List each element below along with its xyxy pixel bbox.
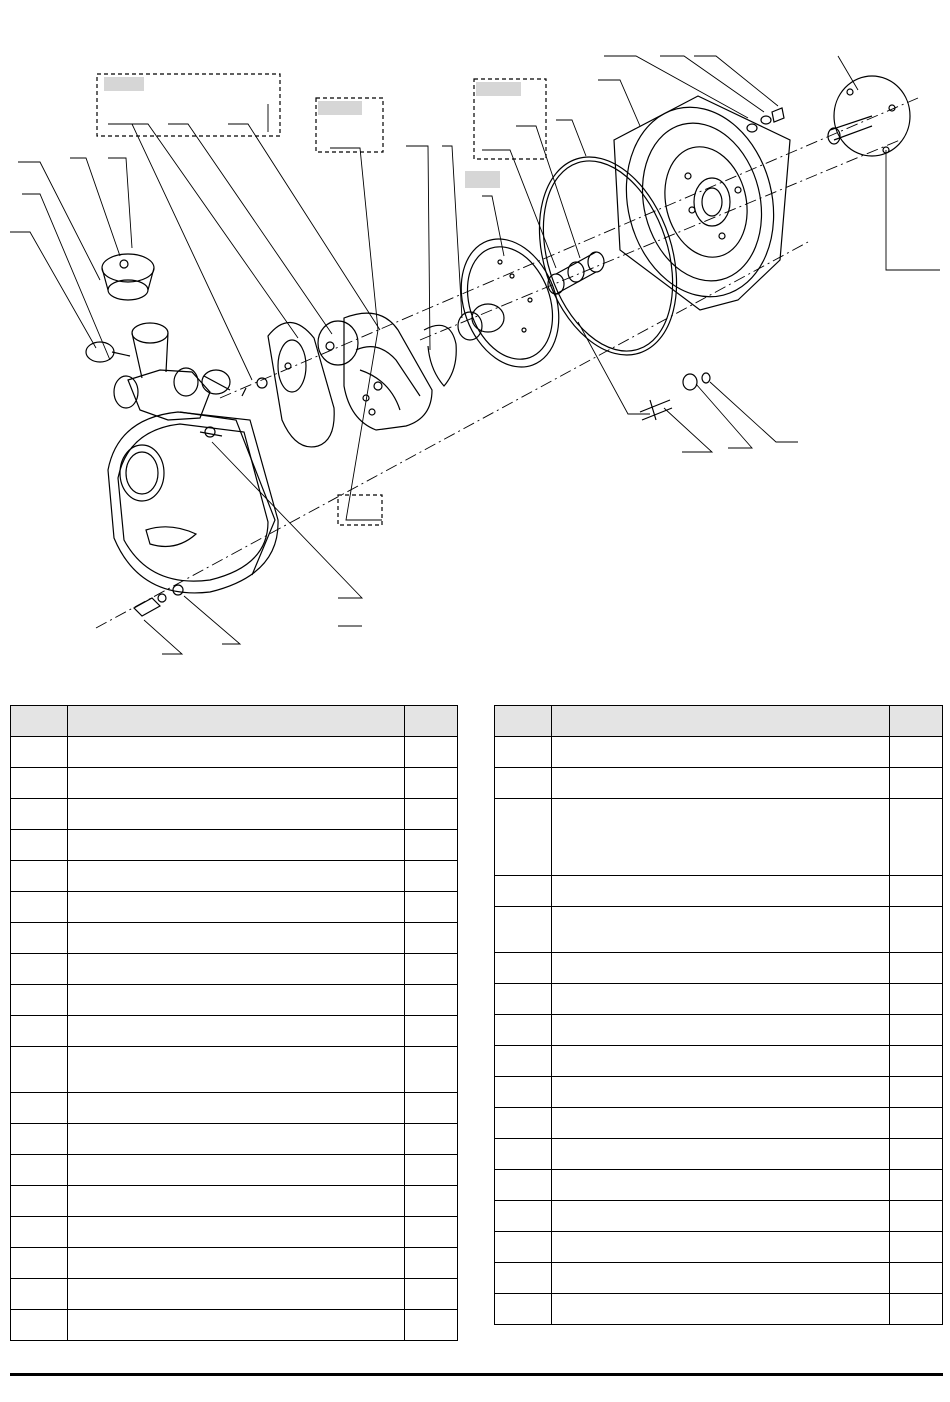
- quantity-cell: [405, 1310, 458, 1341]
- table-row: [11, 737, 458, 768]
- quantity-cell: [405, 1155, 458, 1186]
- table-row: [495, 1232, 943, 1263]
- impeller: [344, 313, 432, 430]
- item-number-cell: [11, 892, 68, 923]
- quantity-cell: [890, 1294, 943, 1325]
- assembly-axis-lines: [96, 98, 918, 628]
- description-cell: [552, 1139, 890, 1170]
- description-cell: [68, 1217, 405, 1248]
- table-row: [11, 1016, 458, 1047]
- motor-shaft-end: [828, 76, 910, 156]
- quantity-cell: [890, 1077, 943, 1108]
- quantity-cell: [405, 1093, 458, 1124]
- description-cell: [552, 1170, 890, 1201]
- description-cell: [552, 1232, 890, 1263]
- quantity-header: [890, 706, 943, 737]
- table-row: [11, 1047, 458, 1093]
- table-row: [11, 892, 458, 923]
- table-header-row: [495, 706, 943, 737]
- description-cell: [68, 1093, 405, 1124]
- quantity-cell: [890, 768, 943, 799]
- quantity-cell: [405, 1248, 458, 1279]
- description-cell: [552, 768, 890, 799]
- quantity-cell: [405, 892, 458, 923]
- item-number-cell: [11, 1310, 68, 1341]
- seal-plate: [444, 225, 576, 381]
- table-row: [11, 1310, 458, 1341]
- description-cell: [68, 1186, 405, 1217]
- table-row: [11, 768, 458, 799]
- description-cell: [552, 1077, 890, 1108]
- table-row: [495, 1077, 943, 1108]
- group-box: [97, 74, 546, 525]
- quantity-cell: [405, 1047, 458, 1093]
- quantity-cell: [890, 876, 943, 907]
- item-number-cell: [495, 1046, 552, 1077]
- quantity-cell: [890, 1139, 943, 1170]
- table-row: [495, 907, 943, 953]
- table-row: [495, 984, 943, 1015]
- table-row: [11, 861, 458, 892]
- description-cell: [552, 1015, 890, 1046]
- description-cell: [552, 876, 890, 907]
- table-row: [495, 953, 943, 984]
- table-row: [495, 1170, 943, 1201]
- description-cell: [552, 1108, 890, 1139]
- quantity-cell: [890, 1108, 943, 1139]
- table-row: [11, 985, 458, 1016]
- motor-flange: [607, 91, 793, 312]
- table-row: [11, 1124, 458, 1155]
- description-cell: [68, 1279, 405, 1310]
- quantity-cell: [890, 1046, 943, 1077]
- description-cell: [68, 768, 405, 799]
- table-row: [11, 1248, 458, 1279]
- item-number-cell: [495, 1015, 552, 1046]
- item-number-cell: [495, 1170, 552, 1201]
- item-number-header: [11, 706, 68, 737]
- exploded-parts-diagram: [0, 0, 950, 670]
- parts-list-table-left: [10, 705, 458, 1341]
- item-number-cell: [11, 1093, 68, 1124]
- item-number-cell: [495, 1201, 552, 1232]
- table-row: [495, 1108, 943, 1139]
- description-cell: [552, 907, 890, 953]
- item-number-header: [495, 706, 552, 737]
- description-cell: [68, 1047, 405, 1093]
- item-number-cell: [495, 1263, 552, 1294]
- parts-list-table-right: [494, 705, 943, 1325]
- description-cell: [68, 830, 405, 861]
- table-row: [495, 799, 943, 876]
- quantity-cell: [890, 799, 943, 876]
- table-row: [495, 1294, 943, 1325]
- quantity-cell: [890, 1015, 943, 1046]
- quantity-cell: [890, 953, 943, 984]
- table-row: [11, 830, 458, 861]
- description-cell: [68, 799, 405, 830]
- table-row: [11, 1155, 458, 1186]
- diffuser-plate: [268, 322, 334, 446]
- description-cell: [552, 1294, 890, 1325]
- description-cell: [552, 1263, 890, 1294]
- description-cell: [68, 923, 405, 954]
- item-number-cell: [11, 1124, 68, 1155]
- quantity-cell: [405, 1124, 458, 1155]
- quantity-cell: [405, 737, 458, 768]
- description-cell: [68, 1124, 405, 1155]
- table-row: [11, 1279, 458, 1310]
- item-number-cell: [11, 799, 68, 830]
- table-row: [495, 1201, 943, 1232]
- table-row: [495, 876, 943, 907]
- description-cell: [552, 984, 890, 1015]
- item-number-cell: [11, 1016, 68, 1047]
- item-number-cell: [11, 954, 68, 985]
- quantity-cell: [405, 954, 458, 985]
- item-number-cell: [11, 768, 68, 799]
- description-cell: [68, 985, 405, 1016]
- table-row: [11, 799, 458, 830]
- item-number-cell: [495, 1294, 552, 1325]
- table-row: [11, 954, 458, 985]
- quantity-cell: [890, 737, 943, 768]
- item-number-cell: [11, 830, 68, 861]
- quantity-cell: [405, 768, 458, 799]
- footer-rule: [10, 1373, 943, 1376]
- item-number-cell: [495, 1139, 552, 1170]
- item-number-cell: [495, 1232, 552, 1263]
- item-number-cell: [11, 1248, 68, 1279]
- quantity-cell: [890, 1170, 943, 1201]
- description-cell: [552, 737, 890, 768]
- nut-washer-set: [640, 108, 784, 420]
- o-ring: [516, 139, 701, 373]
- item-number-cell: [11, 861, 68, 892]
- parts-list-body-right: [495, 737, 943, 1325]
- description-cell: [68, 861, 405, 892]
- description-header: [68, 706, 405, 737]
- description-cell: [68, 1248, 405, 1279]
- item-number-cell: [11, 1047, 68, 1093]
- description-cell: [68, 892, 405, 923]
- description-cell: [68, 737, 405, 768]
- quantity-cell: [890, 907, 943, 953]
- item-number-cell: [495, 799, 552, 876]
- description-cell: [68, 1016, 405, 1047]
- quantity-cell: [405, 1186, 458, 1217]
- quantity-cell: [890, 984, 943, 1015]
- item-number-cell: [11, 1279, 68, 1310]
- table-row: [11, 1093, 458, 1124]
- elbow-fitting: [202, 370, 230, 394]
- quantity-cell: [405, 985, 458, 1016]
- table-row: [11, 1186, 458, 1217]
- description-cell: [552, 1046, 890, 1077]
- pump-housing: [108, 412, 278, 593]
- inlet-tee-fitting: [114, 323, 210, 420]
- description-cell: [552, 953, 890, 984]
- quantity-cell: [405, 923, 458, 954]
- description-header: [552, 706, 890, 737]
- group-box-tag: [104, 77, 521, 188]
- leader-lines: [10, 56, 940, 654]
- table-row: [495, 1046, 943, 1077]
- item-number-cell: [495, 768, 552, 799]
- quantity-cell: [405, 1279, 458, 1310]
- table-row: [495, 737, 943, 768]
- priming-plug: [102, 254, 154, 300]
- quantity-cell: [405, 830, 458, 861]
- item-number-cell: [495, 876, 552, 907]
- item-number-cell: [495, 1108, 552, 1139]
- quantity-cell: [405, 1217, 458, 1248]
- item-number-cell: [11, 1155, 68, 1186]
- description-cell: [68, 1310, 405, 1341]
- table-row: [495, 768, 943, 799]
- item-number-cell: [495, 953, 552, 984]
- table-row: [11, 1217, 458, 1248]
- item-number-cell: [495, 984, 552, 1015]
- parts-list-body-left: [11, 737, 458, 1341]
- quantity-cell: [890, 1263, 943, 1294]
- guide-vane: [424, 325, 456, 386]
- item-number-cell: [495, 1077, 552, 1108]
- table-row: [495, 1015, 943, 1046]
- table-row: [495, 1139, 943, 1170]
- quantity-header: [405, 706, 458, 737]
- quantity-cell: [405, 861, 458, 892]
- description-cell: [68, 954, 405, 985]
- description-cell: [552, 1201, 890, 1232]
- table-header-row: [11, 706, 458, 737]
- quantity-cell: [405, 799, 458, 830]
- item-number-cell: [11, 923, 68, 954]
- quantity-cell: [890, 1232, 943, 1263]
- drain-valve: [86, 342, 130, 362]
- table-row: [11, 923, 458, 954]
- quantity-cell: [890, 1201, 943, 1232]
- item-number-cell: [495, 737, 552, 768]
- description-cell: [68, 1155, 405, 1186]
- description-cell: [552, 799, 890, 876]
- item-number-cell: [495, 907, 552, 953]
- item-number-cell: [11, 985, 68, 1016]
- item-number-cell: [11, 1186, 68, 1217]
- item-number-cell: [11, 737, 68, 768]
- item-number-cell: [11, 1217, 68, 1248]
- quantity-cell: [405, 1016, 458, 1047]
- table-row: [495, 1263, 943, 1294]
- eye-cap: [318, 321, 358, 365]
